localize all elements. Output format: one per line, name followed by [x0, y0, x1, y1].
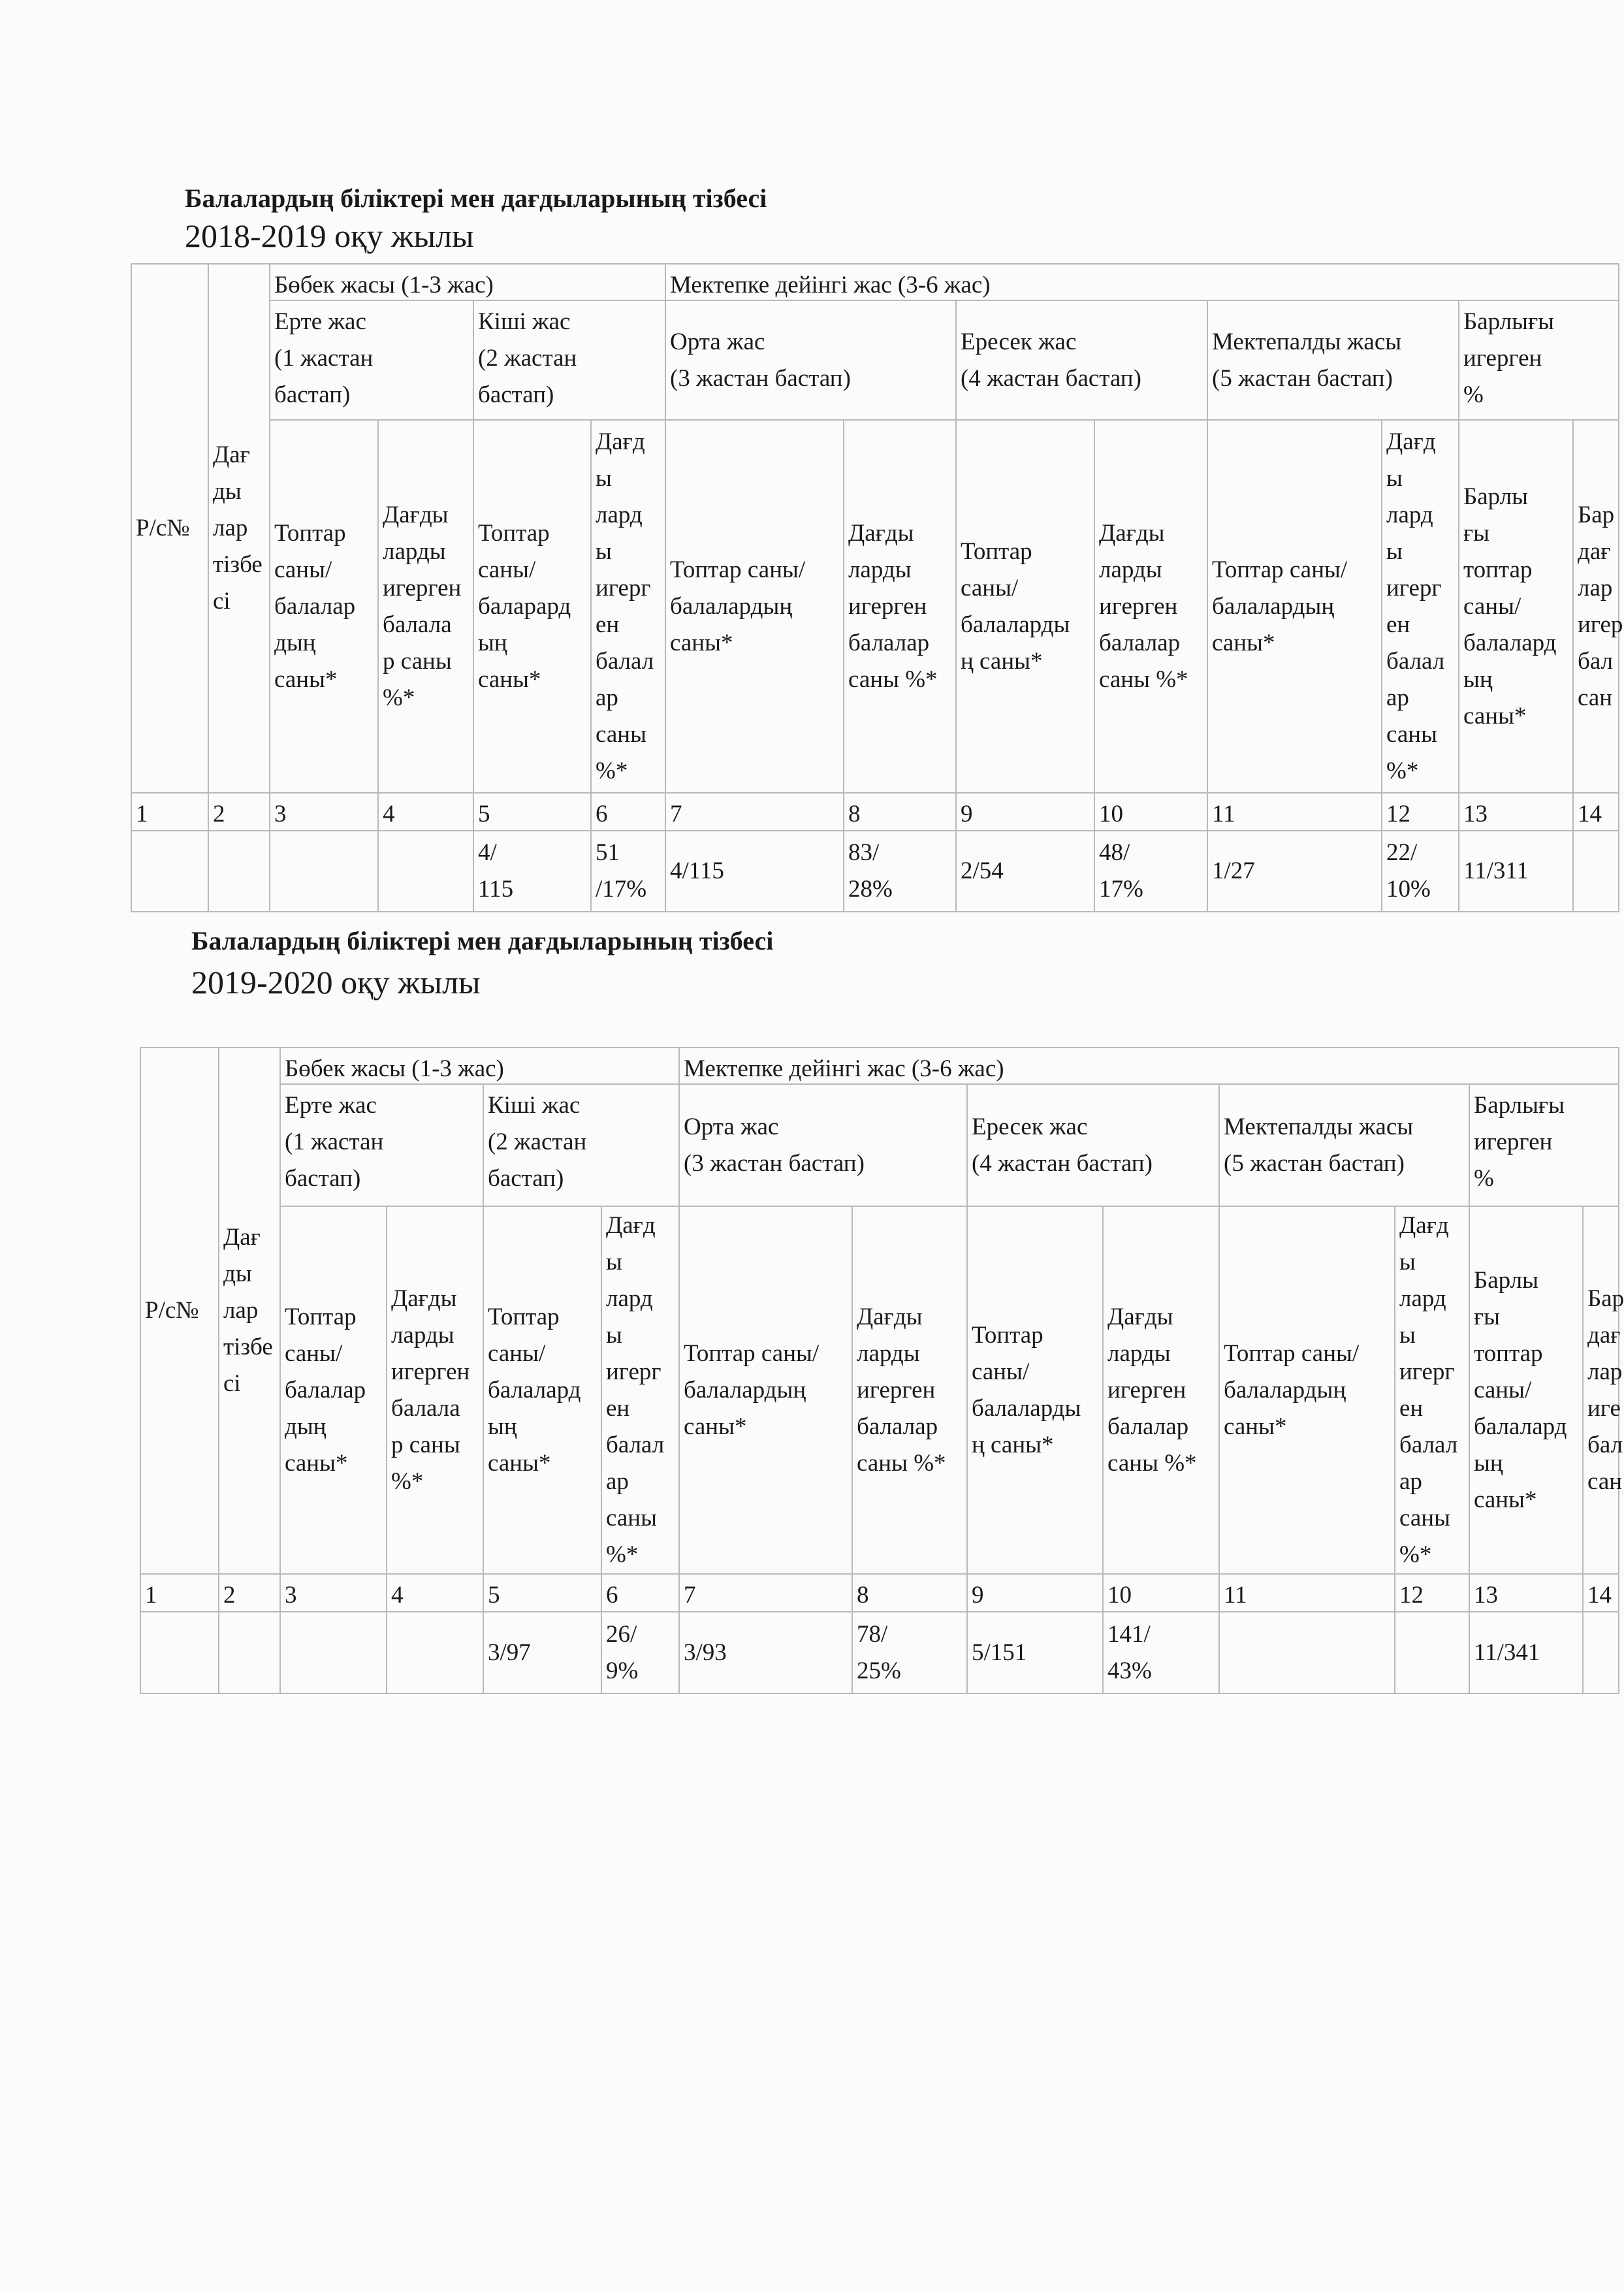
header-col-8: Дағды ларды игерген балалар саны %* [853, 1207, 968, 1575]
header-col-9: Топтар саны/ балаларды ң саны* [957, 421, 1095, 793]
header-col-4: Дағды ларды игерген балала р саны %* [387, 1207, 484, 1575]
column-number: 6 [592, 793, 666, 831]
header-rc: Р/с№ [131, 263, 209, 793]
header-senior-age: Ересек жас (4 жастан бастап) [968, 1085, 1220, 1207]
header-preschool-age: Мектепке дейінгі жас (3-6 жас) [666, 263, 1619, 301]
column-number: 12 [1382, 793, 1459, 831]
header-col-8: Дағды ларды игерген балалар саны %* [844, 421, 957, 793]
header-col-7: Топтар саны/ балалардың саны* [680, 1207, 853, 1575]
column-number: 9 [957, 793, 1095, 831]
column-number: 8 [844, 793, 957, 831]
table-cell: 26/ 9% [602, 1612, 680, 1694]
header-junior-age: Кіші жас (2 жастан бастап) [484, 1085, 680, 1207]
academic-year: 2018-2019 оқу жылы [185, 217, 474, 254]
table-cell: 2/54 [957, 831, 1095, 912]
table-cell: 4/ 115 [474, 831, 592, 912]
table-cell: 141/ 43% [1104, 1612, 1220, 1694]
table-cell [270, 831, 379, 912]
header-skills-list: Дағ ды лар тізбе сі [219, 1047, 281, 1575]
header-early-age: Ерте жас (1 жастан бастап) [270, 301, 474, 421]
column-number: 3 [281, 1575, 387, 1612]
table-cell [387, 1612, 484, 1694]
table-cell: 5/151 [968, 1612, 1104, 1694]
header-bobek-age: Бөбек жасы (1-3 жас) [281, 1047, 680, 1085]
table-cell [1220, 1612, 1395, 1694]
table-cell [379, 831, 474, 912]
column-number: 9 [968, 1575, 1104, 1612]
header-col-13: Барлы ғы топтар саны/ балалард ың саны* [1470, 1207, 1584, 1575]
column-number: 7 [666, 793, 844, 831]
header-preschool-age: Мектепке дейінгі жас (3-6 жас) [680, 1047, 1619, 1085]
column-number: 13 [1459, 793, 1574, 831]
column-number: 6 [602, 1575, 680, 1612]
column-number: 4 [387, 1575, 484, 1612]
header-col-7: Топтар саны/ балалардың саны* [666, 421, 844, 793]
header-col-9: Топтар саны/ балаларды ң саны* [968, 1207, 1104, 1575]
table-cell [281, 1612, 387, 1694]
column-number: 14 [1584, 1575, 1619, 1612]
header-total-mastered: Барлығы игерген % [1470, 1085, 1619, 1207]
table-cell: 11/311 [1459, 831, 1574, 912]
header-col-14: Бар дағ лар иге бал сан [1584, 1207, 1619, 1575]
header-col-6: Дағд ы лард ы игерг ен балал ар саны %* [602, 1207, 680, 1575]
table-cell: 3/97 [484, 1612, 602, 1694]
column-number: 1 [131, 793, 209, 831]
header-total-mastered: Барлығы игерген % [1459, 301, 1619, 421]
column-number: 10 [1095, 793, 1208, 831]
header-skills-list: Дағ ды лар тізбе сі [209, 263, 270, 793]
header-col-5: Топтар саны/ баларард ың саны* [474, 421, 592, 793]
column-number: 2 [209, 793, 270, 831]
table-cell [131, 831, 209, 912]
table-cell [1395, 1612, 1470, 1694]
column-number: 10 [1104, 1575, 1220, 1612]
header-col-11: Топтар саны/ балалардың саны* [1208, 421, 1382, 793]
column-number: 12 [1395, 1575, 1470, 1612]
header-col-3: Топтар саны/ балалар дың саны* [281, 1207, 387, 1575]
table-cell [140, 1612, 219, 1694]
column-number: 1 [140, 1575, 219, 1612]
column-number: 14 [1574, 793, 1619, 831]
column-number: 13 [1470, 1575, 1584, 1612]
column-number: 8 [853, 1575, 968, 1612]
table-cell: 1/27 [1208, 831, 1382, 912]
table-cell: 83/ 28% [844, 831, 957, 912]
header-col-4: Дағды ларды игерген балала р саны %* [379, 421, 474, 793]
header-senior-age: Ересек жас (4 жастан бастап) [957, 301, 1208, 421]
academic-year: 2019-2020 оқу жылы [191, 964, 481, 1001]
document-title: Балалардың біліктері мен дағдыларының тізбесі [185, 184, 767, 213]
header-col-12: Дағд ы лард ы игерг ен балал ар саны %* [1395, 1207, 1470, 1575]
table-cell: 78/ 25% [853, 1612, 968, 1694]
column-number: 5 [484, 1575, 602, 1612]
table-cell: 11/341 [1470, 1612, 1584, 1694]
header-col-12: Дағд ы лард ы игерг ен балал ар саны %* [1382, 421, 1459, 793]
header-junior-age: Кіші жас (2 жастан бастап) [474, 301, 666, 421]
header-col-6: Дағд ы лард ы игерг ен балал ар саны %* [592, 421, 666, 793]
column-number: 5 [474, 793, 592, 831]
column-number: 3 [270, 793, 379, 831]
header-preparatory-age: Мектепалды жасы (5 жастан бастап) [1220, 1085, 1470, 1207]
column-number: 4 [379, 793, 474, 831]
header-col-11: Топтар саны/ балалардың саны* [1220, 1207, 1395, 1575]
document-title: Балалардың біліктері мен дағдыларының тізбесі [191, 926, 774, 955]
table-cell: 3/93 [680, 1612, 853, 1694]
header-preparatory-age: Мектепалды жасы (5 жастан бастап) [1208, 301, 1459, 421]
header-col-10: Дағды ларды игерген балалар саны %* [1104, 1207, 1220, 1575]
header-bobek-age: Бөбек жасы (1-3 жас) [270, 263, 666, 301]
header-rc: Р/с№ [140, 1047, 219, 1575]
header-early-age: Ерте жас (1 жастан бастап) [281, 1085, 484, 1207]
table-cell: 51 /17% [592, 831, 666, 912]
table-cell [219, 1612, 281, 1694]
header-col-14: Бар дағ лар игер бал сан [1574, 421, 1619, 793]
table-cell [1584, 1612, 1619, 1694]
column-number: 2 [219, 1575, 281, 1612]
column-number: 11 [1220, 1575, 1395, 1612]
table-cell: 48/ 17% [1095, 831, 1208, 912]
header-middle-age: Орта жас (3 жастан бастап) [680, 1085, 968, 1207]
column-number: 7 [680, 1575, 853, 1612]
header-col-5: Топтар саны/ балалард ың саны* [484, 1207, 602, 1575]
table-cell: 22/ 10% [1382, 831, 1459, 912]
header-col-10: Дағды ларды игерген балалар саны %* [1095, 421, 1208, 793]
table-cell [1574, 831, 1619, 912]
table-cell: 4/115 [666, 831, 844, 912]
column-number: 11 [1208, 793, 1382, 831]
header-col-13: Барлы ғы топтар саны/ балалард ың саны* [1459, 421, 1574, 793]
header-middle-age: Орта жас (3 жастан бастап) [666, 301, 957, 421]
header-col-3: Топтар саны/ балалар дың саны* [270, 421, 379, 793]
table-cell [209, 831, 270, 912]
